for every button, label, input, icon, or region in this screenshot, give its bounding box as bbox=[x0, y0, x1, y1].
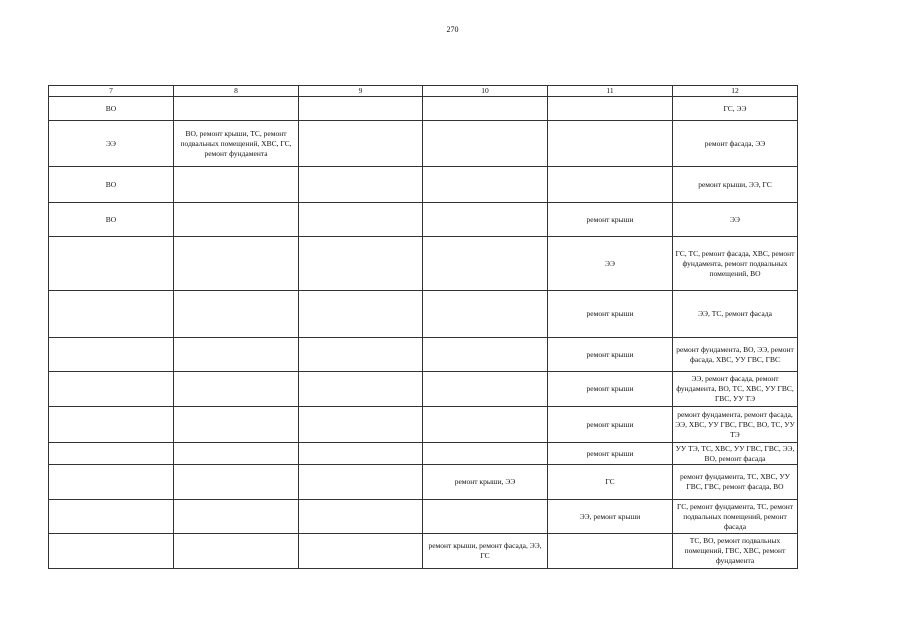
table-cell bbox=[49, 534, 174, 569]
table-cell bbox=[299, 338, 423, 372]
table-cell bbox=[299, 291, 423, 338]
table-cell bbox=[174, 500, 299, 534]
table-cell bbox=[423, 407, 548, 443]
column-header: 11 bbox=[548, 86, 673, 97]
table-cell bbox=[174, 465, 299, 500]
data-table bbox=[48, 85, 798, 569]
table-cell: ГС, ТС, ремонт фасада, ХВС, ремонт фундамента, ремонт подвальных помещений, ВО bbox=[673, 237, 798, 291]
table-cell: ремонт фундамента, ВО, ЭЭ, ремонт фасада, ХВС, УУ ГВС, ГВС bbox=[673, 338, 798, 372]
table-cell: ЭЭ bbox=[673, 203, 798, 237]
table-cell bbox=[423, 372, 548, 407]
table-cell: ВО, ремонт крыши, ТС, ремонт подвальных помещений, ХВС, ГС, ремонт фундамента bbox=[174, 121, 299, 167]
table-cell: ЭЭ bbox=[548, 237, 673, 291]
table-cell bbox=[174, 372, 299, 407]
table-header-row bbox=[49, 86, 798, 97]
table-cell bbox=[299, 465, 423, 500]
table-cell: ГС bbox=[548, 465, 673, 500]
table-row bbox=[49, 203, 798, 237]
table-cell: ремонт крыши bbox=[548, 372, 673, 407]
table-cell bbox=[299, 372, 423, 407]
table-cell: ГС, ЭЭ bbox=[673, 97, 798, 121]
table-cell bbox=[299, 443, 423, 465]
table-row bbox=[49, 167, 798, 203]
table-row bbox=[49, 534, 798, 569]
table-cell: ремонт крыши bbox=[548, 443, 673, 465]
table-cell bbox=[423, 237, 548, 291]
table-cell: ремонт фундамента, ремонт фасада, ЭЭ, ХВС, УУ ГВС, ГВС, ВО, ТС, УУ ТЭ bbox=[673, 407, 798, 443]
table-cell bbox=[423, 500, 548, 534]
table-cell: ремонт фундамента, ТС, ХВС, УУ ГВС, ГВС, ремонт фасада, ВО bbox=[673, 465, 798, 500]
table-cell: ремонт фасада, ЭЭ bbox=[673, 121, 798, 167]
table-cell bbox=[548, 167, 673, 203]
table-cell bbox=[174, 97, 299, 121]
column-header: 9 bbox=[299, 86, 423, 97]
table-cell: ВО bbox=[49, 167, 174, 203]
table-cell bbox=[423, 97, 548, 121]
table-cell: ремонт крыши, ремонт фасада, ЭЭ, ГС bbox=[423, 534, 548, 569]
column-header: 12 bbox=[673, 86, 798, 97]
table-cell bbox=[49, 338, 174, 372]
table-cell bbox=[49, 237, 174, 291]
table-cell: ремонт крыши bbox=[548, 203, 673, 237]
table-cell: ремонт крыши bbox=[548, 291, 673, 338]
table-cell bbox=[49, 443, 174, 465]
table-cell bbox=[299, 97, 423, 121]
table-cell: ремонт крыши bbox=[548, 407, 673, 443]
table-cell: УУ ТЭ, ТС, ХВС, УУ ГВС, ГВС, ЭЭ, ВО, ремонт фасада bbox=[673, 443, 798, 465]
table-cell bbox=[49, 465, 174, 500]
table-row bbox=[49, 500, 798, 534]
table-cell bbox=[299, 534, 423, 569]
table-cell bbox=[174, 167, 299, 203]
column-header: 8 bbox=[174, 86, 299, 97]
table-cell bbox=[174, 291, 299, 338]
table-cell bbox=[299, 167, 423, 203]
table-cell bbox=[423, 167, 548, 203]
table-cell bbox=[174, 338, 299, 372]
table-cell bbox=[423, 203, 548, 237]
table-cell: ВО bbox=[49, 203, 174, 237]
table-cell bbox=[174, 443, 299, 465]
table-cell bbox=[174, 237, 299, 291]
table-cell bbox=[299, 121, 423, 167]
table-row bbox=[49, 465, 798, 500]
column-header: 7 bbox=[49, 86, 174, 97]
table-cell bbox=[423, 338, 548, 372]
table-cell bbox=[423, 443, 548, 465]
table-row bbox=[49, 121, 798, 167]
table-cell bbox=[174, 534, 299, 569]
table-cell: ГС, ремонт фундамента, ТС, ремонт подвальных помещений, ремонт фасада bbox=[673, 500, 798, 534]
table-cell bbox=[299, 500, 423, 534]
table-cell bbox=[548, 534, 673, 569]
table-cell bbox=[174, 407, 299, 443]
table-cell bbox=[49, 407, 174, 443]
table-cell: ЭЭ, ремонт крыши bbox=[548, 500, 673, 534]
table-cell bbox=[299, 203, 423, 237]
table-row bbox=[49, 443, 798, 465]
table-cell bbox=[49, 291, 174, 338]
table-cell bbox=[49, 500, 174, 534]
table-cell: ЭЭ bbox=[49, 121, 174, 167]
table-cell: ремонт крыши, ЭЭ, ГС bbox=[673, 167, 798, 203]
table-cell bbox=[423, 121, 548, 167]
table-row bbox=[49, 372, 798, 407]
table-cell: ремонт крыши, ЭЭ bbox=[423, 465, 548, 500]
table-row bbox=[49, 291, 798, 338]
table-row bbox=[49, 97, 798, 121]
table-cell bbox=[423, 291, 548, 338]
table-row bbox=[49, 407, 798, 443]
table-cell: ремонт крыши bbox=[548, 338, 673, 372]
table-cell bbox=[174, 203, 299, 237]
table-cell: ТС, ВО, ремонт подвальных помещений, ГВС, ХВС, ремонт фундамента bbox=[673, 534, 798, 569]
table-cell bbox=[49, 372, 174, 407]
table-cell bbox=[548, 121, 673, 167]
table-cell bbox=[299, 407, 423, 443]
table-row bbox=[49, 237, 798, 291]
table-cell: ЭЭ, ТС, ремонт фасада bbox=[673, 291, 798, 338]
table-row bbox=[49, 338, 798, 372]
table-cell: ВО bbox=[49, 97, 174, 121]
table-cell bbox=[299, 237, 423, 291]
table-cell bbox=[548, 97, 673, 121]
table-cell: ЭЭ, ремонт фасада, ремонт фундамента, ВО, ТС, ХВС, УУ ГВС, ГВС, УУ ТЭ bbox=[673, 372, 798, 407]
column-header: 10 bbox=[423, 86, 548, 97]
page-number: 270 bbox=[446, 25, 459, 34]
